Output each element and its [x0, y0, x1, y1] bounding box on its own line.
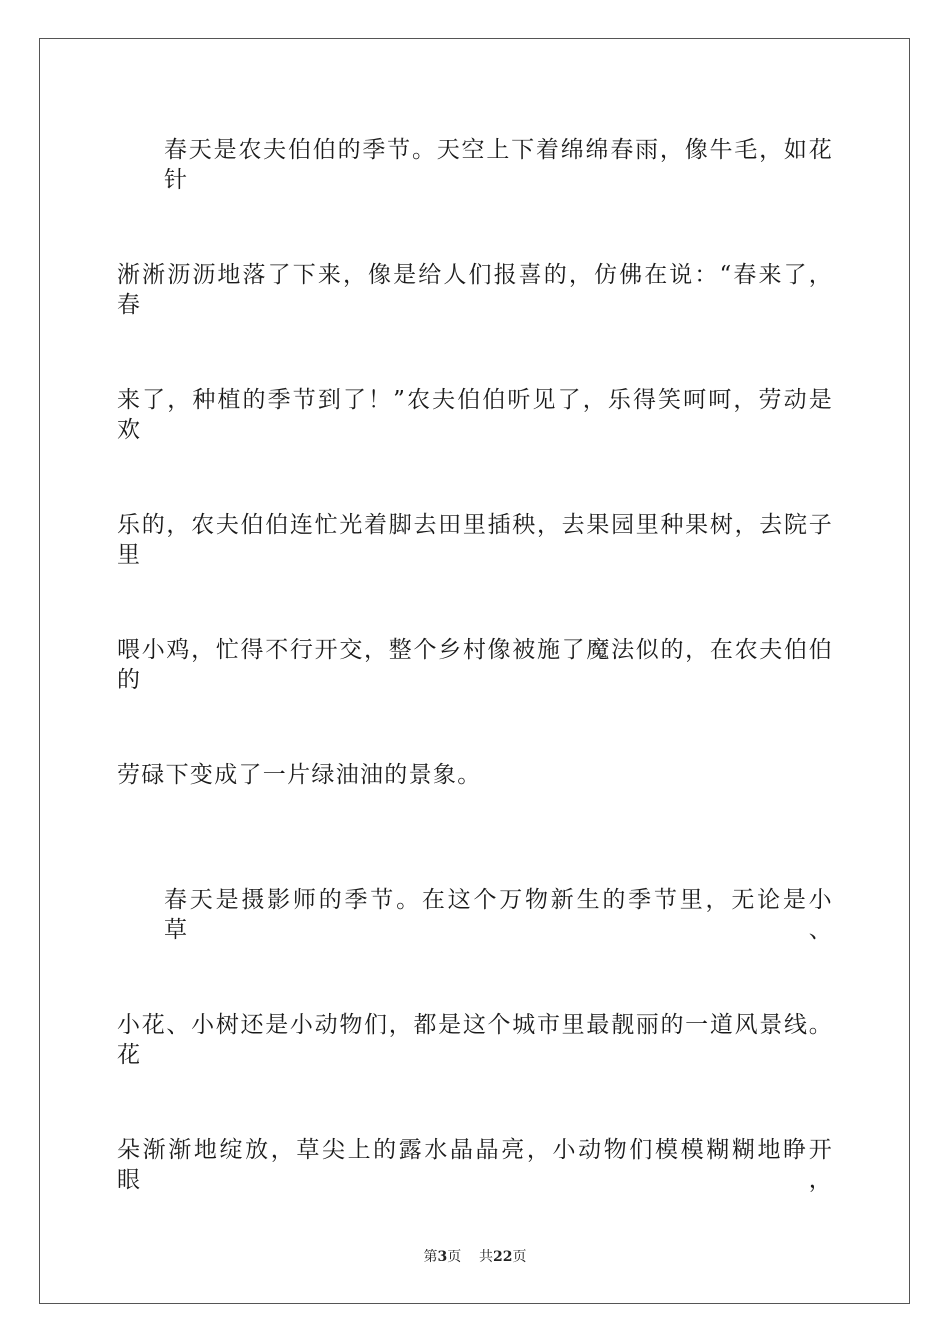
paragraph-2-line-2: 小花、小树还是小动物们，都是这个城市里最靓丽的一道风景线。花 [117, 1012, 833, 1068]
page-prefix: 第 [423, 1249, 438, 1265]
paragraph-1-line-5: 喂小鸡，忙得不行开交，整个乡村像被施了魔法似的，在农夫伯伯的 [117, 637, 833, 693]
paragraph-1-line-1: 春天是农夫伯伯的季节。天空上下着绵绵春雨，像牛毛，如花针 [164, 137, 833, 193]
page-footer [0, 1248, 950, 1266]
paragraph-1-line-3: 来了，种植的季节到了！”农夫伯伯听见了，乐得笑呵呵，劳动是欢 [117, 387, 833, 443]
paragraph-1-line-2: 淅淅沥沥地落了下来，像是给人们报喜的，仿佛在说：“春来了，春 [117, 262, 833, 318]
paragraph-2-line-3: 朵渐渐地绽放，草尖上的露水晶晶亮，小动物们模模糊糊地睁开眼， [117, 1137, 833, 1193]
paragraph-1-line-4: 乐的，农夫伯伯连忙光着脚去田里插秧，去果园里种果树，去院子里 [117, 512, 833, 568]
paragraph-2-line-1: 春天是摄影师的季节。在这个万物新生的季节里，无论是小草、 [164, 887, 833, 943]
paragraph-1-line-6: 劳碌下变成了一片绿油油的景象。 [117, 762, 482, 788]
page-suffix: 页 [447, 1249, 462, 1265]
total-suffix: 页 [512, 1249, 527, 1265]
total-pages: 22 [493, 1249, 513, 1265]
page-number: 3 [437, 1249, 448, 1265]
total-prefix: 共 [479, 1249, 494, 1265]
